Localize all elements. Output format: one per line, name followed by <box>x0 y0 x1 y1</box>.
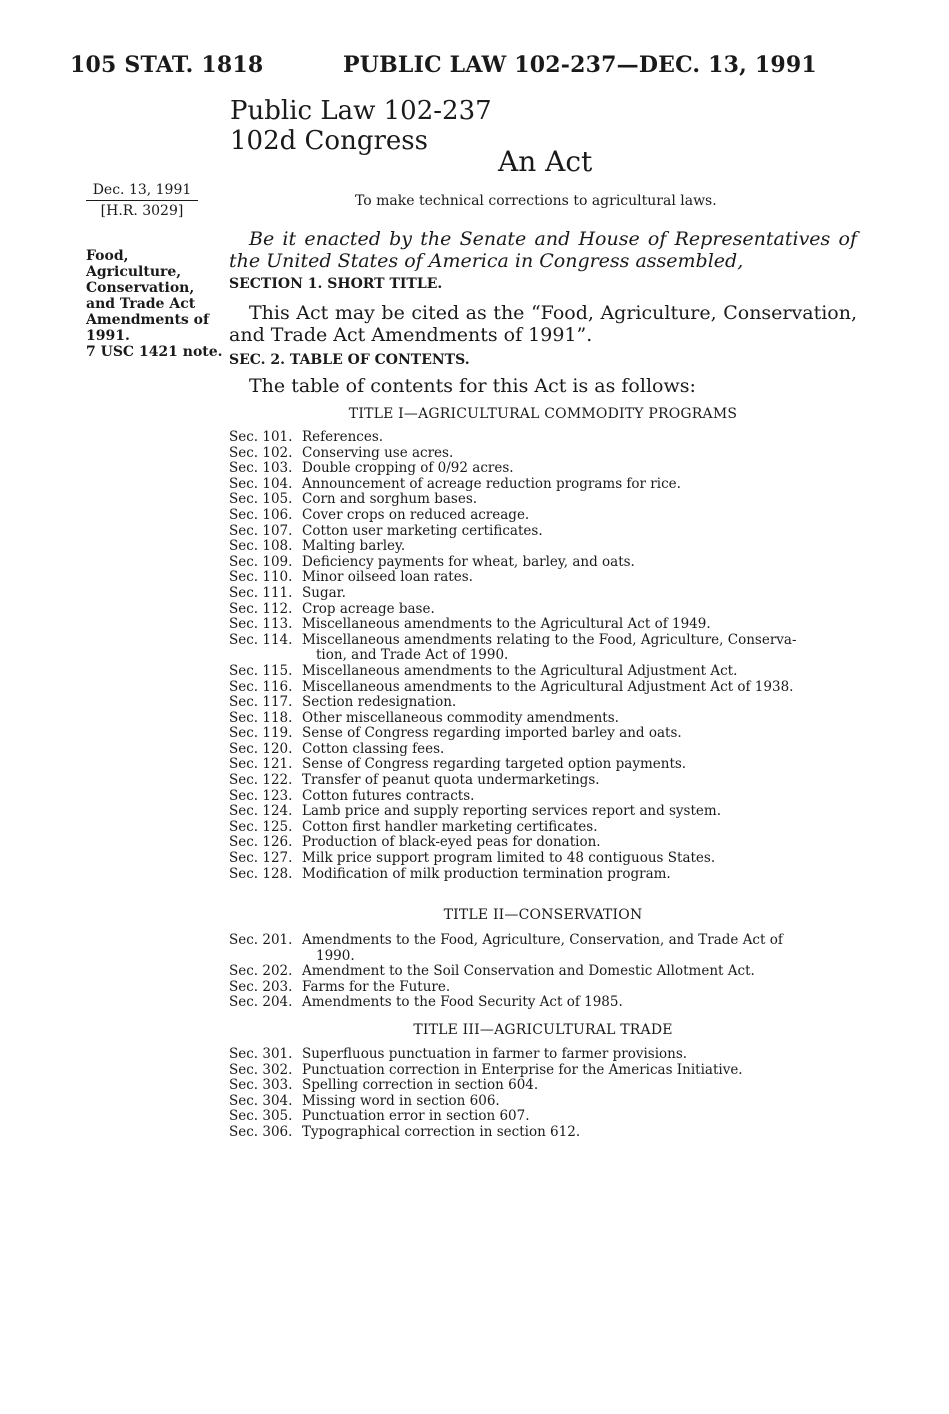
toc-section-number: Sec. 123. <box>229 787 293 804</box>
toc-section-number: Sec. 120. <box>229 740 293 757</box>
margin-date-rule <box>86 200 198 201</box>
toc-section-title: Sugar. <box>302 584 346 601</box>
toc-section-number: Sec. 305. <box>229 1108 293 1125</box>
toc-section-number: Sec. 301. <box>229 1046 293 1062</box>
toc-section-number: Sec. 114. <box>229 631 293 648</box>
toc-section-number: Sec. 107. <box>229 522 293 539</box>
toc-row-110 <box>229 570 857 586</box>
toc-row-302 <box>229 1063 857 1079</box>
toc-section-title: Milk price support program limited to 48 contiguous States. <box>302 850 716 867</box>
toc-row-101 <box>229 430 857 446</box>
toc-section-number: Sec. 304. <box>229 1092 293 1109</box>
toc-section-title: Malting barley. <box>302 538 406 555</box>
toc-section-number: Sec. 103. <box>229 460 293 477</box>
toc-section-title: Section redesignation. <box>302 694 457 711</box>
margin-note-line: Agriculture, <box>86 264 182 280</box>
toc-section-number: Sec. 116. <box>229 678 293 695</box>
toc-row-116 <box>229 680 857 696</box>
toc-section-title: Amendments to the Food, Agriculture, Conservation, and Trade Act of <box>302 932 783 948</box>
toc-section-number: Sec. 108. <box>229 538 293 555</box>
toc-row-113 <box>229 617 857 633</box>
toc-section-title-continued: tion, and Trade Act of 1990. <box>316 647 509 664</box>
toc-section-number: Sec. 203. <box>229 978 293 995</box>
toc-row-120 <box>229 742 857 758</box>
toc-row-105 <box>229 492 857 508</box>
toc-section-number: Sec. 202. <box>229 963 293 980</box>
toc-section-title: Cotton first handler marketing certificates. <box>302 818 598 835</box>
toc-row-306 <box>229 1125 857 1141</box>
toc-section-number: Sec. 128. <box>229 865 293 882</box>
toc-section-title: Amendment to the Soil Conservation and Domestic Allotment Act. <box>302 963 755 980</box>
toc-row-203 <box>229 980 857 996</box>
toc-section-title: Punctuation correction in Enterprise for the Americas Initiative. <box>302 1061 743 1078</box>
toc-section-title: Cotton classing fees. <box>302 740 445 757</box>
toc-section-number: Sec. 119. <box>229 725 293 742</box>
toc-section-number: Sec. 125. <box>229 818 293 835</box>
toc-section-title: Farms for the Future. <box>302 978 451 995</box>
toc-section-title: Deficiency payments for wheat, barley, and oats. <box>302 553 635 570</box>
toc-row-104 <box>229 477 857 493</box>
section-1-heading: SECTION 1. SHORT TITLE. <box>229 276 443 292</box>
toc-row-107 <box>229 524 857 540</box>
toc-row-119 <box>229 726 857 742</box>
toc-section-number: Sec. 118. <box>229 709 293 726</box>
toc-section-number: Sec. 109. <box>229 553 293 570</box>
toc-section-number: Sec. 115. <box>229 662 293 679</box>
toc-section-number: Sec. 101. <box>229 429 293 445</box>
toc-section-title: Spelling correction in section 604. <box>302 1077 539 1094</box>
toc-row-128 <box>229 867 857 883</box>
toc-section-title: Cover crops on reduced acreage. <box>302 506 530 523</box>
toc-row-111 <box>229 586 857 602</box>
toc-section-title: Missing word in section 606. <box>302 1092 500 1109</box>
toc-row-102 <box>229 446 857 462</box>
toc-section-number: Sec. 124. <box>229 803 293 820</box>
toc-row-305 <box>229 1109 857 1125</box>
congress-number: 102d Congress <box>230 126 428 156</box>
toc-section-title: Lamb price and supply reporting services report and system. <box>302 803 721 820</box>
toc-section-title: Miscellaneous amendments to the Agricultural Adjustment Act of 1938. <box>302 678 794 695</box>
toc-row-202 <box>229 964 857 980</box>
toc-section-number: Sec. 121. <box>229 756 293 773</box>
toc-row-108 <box>229 539 857 555</box>
toc-section-title: Transfer of peanut quota undermarketings. <box>302 772 600 789</box>
title-1-heading: TITLE I—AGRICULTURAL COMMODITY PROGRAMS <box>348 406 738 422</box>
section-2-text: The table of contents for this Act is as follows: <box>249 375 696 397</box>
margin-note-line: and Trade Act <box>86 296 196 312</box>
toc-section-number: Sec. 306. <box>229 1123 293 1140</box>
running-header-left: 105 STAT. 1818 <box>70 52 264 78</box>
toc-row-204 <box>229 995 857 1011</box>
toc-row-117 <box>229 695 857 711</box>
toc-section-title-continued: 1990. <box>316 947 355 964</box>
toc-row-124 <box>229 804 857 820</box>
toc-section-number: Sec. 105. <box>229 491 293 508</box>
toc-section-title: Corn and sorghum bases. <box>302 491 478 508</box>
toc-section-title: Superfluous punctuation in farmer to farmer provisions. <box>302 1046 688 1062</box>
toc-row-121 <box>229 757 857 773</box>
toc-section-title: Other miscellaneous commodity amendments. <box>302 709 619 726</box>
toc-row-112 <box>229 602 857 618</box>
toc-section-title: Announcement of acreage reduction programs for rice. <box>302 475 681 492</box>
toc-section-number: Sec. 204. <box>229 994 293 1011</box>
toc-section-title: Crop acreage base. <box>302 600 435 617</box>
toc-section-title: Miscellaneous amendments to the Agricultural Act of 1949. <box>302 616 711 633</box>
toc-section-title: Modification of milk production termination program. <box>302 865 671 882</box>
toc-section-number: Sec. 117. <box>229 694 293 711</box>
toc-section-title: Cotton futures contracts. <box>302 787 475 804</box>
title-3-toc <box>229 1047 857 1141</box>
toc-section-title: Double cropping of 0/92 acres. <box>302 460 514 477</box>
section-1-text: This Act may be cited as the “Food, Agriculture, Conservation, and Trade Act Amendments of 1991”. <box>229 302 857 346</box>
toc-row-123 <box>229 789 857 805</box>
margin-note-line: Amendments of <box>86 312 210 328</box>
title-2-toc <box>229 933 857 1011</box>
toc-row-304 <box>229 1094 857 1110</box>
toc-section-number: Sec. 127. <box>229 850 293 867</box>
toc-section-number: Sec. 201. <box>229 932 293 948</box>
margin-note-line: Conservation, <box>86 280 195 296</box>
toc-row-115 <box>229 664 857 680</box>
toc-section-number: Sec. 102. <box>229 444 293 461</box>
margin-bill-number: [H.R. 3029] <box>100 203 184 219</box>
toc-section-title: Minor oilseed loan rates. <box>302 569 473 586</box>
margin-date: Dec. 13, 1991 <box>92 182 192 198</box>
toc-section-title: Sense of Congress regarding imported barley and oats. <box>302 725 682 742</box>
toc-row-122 <box>229 773 857 789</box>
toc-section-title: Production of black-eyed peas for donation. <box>302 834 601 851</box>
margin-date-box <box>86 182 198 219</box>
toc-row-201 <box>229 933 857 964</box>
toc-row-114 <box>229 633 857 664</box>
title-2-heading: TITLE II—CONSERVATION <box>443 907 643 923</box>
toc-row-109 <box>229 555 857 571</box>
toc-section-title: Miscellaneous amendments to the Agricultural Adjustment Act. <box>302 662 738 679</box>
toc-section-title: Punctuation error in section 607. <box>302 1108 530 1125</box>
toc-row-301 <box>229 1047 857 1063</box>
toc-section-number: Sec. 302. <box>229 1061 293 1078</box>
toc-section-number: Sec. 106. <box>229 506 293 523</box>
toc-row-127 <box>229 851 857 867</box>
toc-section-number: Sec. 110. <box>229 569 293 586</box>
toc-row-118 <box>229 711 857 727</box>
running-header-right: PUBLIC LAW 102-237—DEC. 13, 1991 <box>343 52 817 78</box>
margin-note-line: 1991. <box>86 328 130 344</box>
margin-note-line: Food, <box>86 248 129 264</box>
toc-section-title: Amendments to the Food Security Act of 1985. <box>302 994 623 1011</box>
toc-section-number: Sec. 113. <box>229 616 293 633</box>
toc-section-number: Sec. 126. <box>229 834 293 851</box>
toc-section-number: Sec. 122. <box>229 772 293 789</box>
enacting-clause: Be it enacted by the Senate and House of Representatives of the United States of America in Congress assembled, <box>229 228 857 272</box>
title-3-heading: TITLE III—AGRICULTURAL TRADE <box>413 1022 673 1038</box>
toc-section-title: Miscellaneous amendments relating to the Food, Agriculture, Conserva- <box>302 631 797 648</box>
toc-row-103 <box>229 461 857 477</box>
toc-row-106 <box>229 508 857 524</box>
section-2-heading: SEC. 2. TABLE OF CONTENTS. <box>229 352 470 368</box>
toc-section-title: Conserving use acres. <box>302 444 454 461</box>
margin-usc-note: 7 USC 1421 note. <box>86 344 223 360</box>
toc-section-number: Sec. 112. <box>229 600 293 617</box>
toc-row-126 <box>229 835 857 851</box>
toc-section-number: Sec. 111. <box>229 584 293 601</box>
title-1-toc <box>229 430 857 882</box>
toc-section-number: Sec. 104. <box>229 475 293 492</box>
toc-section-title: References. <box>302 429 384 445</box>
toc-section-title: Sense of Congress regarding targeted option payments. <box>302 756 687 773</box>
toc-row-303 <box>229 1078 857 1094</box>
toc-section-number: Sec. 303. <box>229 1077 293 1094</box>
toc-section-title: Cotton user marketing certificates. <box>302 522 543 539</box>
act-purpose: To make technical corrections to agricultural laws. <box>355 193 717 209</box>
public-law-number: Public Law 102-237 <box>230 96 492 126</box>
toc-row-125 <box>229 820 857 836</box>
margin-note <box>86 248 223 360</box>
act-heading: An Act <box>498 145 593 178</box>
toc-section-title: Typographical correction in section 612. <box>302 1123 581 1140</box>
